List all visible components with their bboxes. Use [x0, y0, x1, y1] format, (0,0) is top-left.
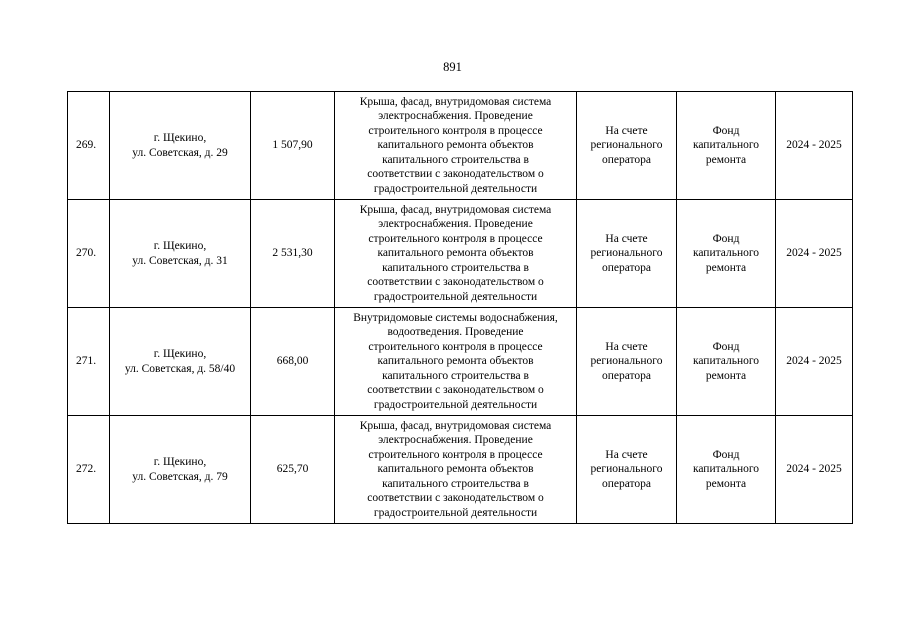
works-line: капитального ремонта объектов	[377, 247, 534, 260]
period-cell: 2024 - 2025	[776, 92, 853, 200]
works-line: электроснабжения. Проведение	[378, 434, 533, 447]
works-line: капитального ремонта объектов	[377, 355, 534, 368]
fund-cell	[677, 200, 776, 308]
registry-table	[67, 91, 853, 524]
period-cell: 2024 - 2025	[776, 200, 853, 308]
works-line: Крыша, фасад, внутридомовая система	[359, 419, 552, 432]
period-cell: 2024 - 2025	[776, 416, 853, 524]
fund-line: капитального	[692, 139, 760, 152]
fund-line: Фонд	[712, 232, 740, 245]
row-number-cell: 270.	[68, 200, 110, 308]
works-line: электроснабжения. Проведение	[378, 218, 533, 231]
works-line: строительного контроля в процессе	[368, 232, 543, 245]
works-cell	[335, 92, 577, 200]
account-line: На счете	[605, 340, 648, 353]
works-line: электроснабжения. Проведение	[378, 110, 533, 123]
works-line: градостроительной деятельности	[373, 290, 538, 303]
works-line: соответствии с законодательством о	[367, 384, 544, 397]
account-line: регионального	[590, 463, 663, 476]
works-line: капитального строительства в	[382, 369, 529, 382]
table-row	[68, 308, 853, 416]
account-line: оператора	[601, 261, 652, 274]
row-number-cell: 272.	[68, 416, 110, 524]
works-line: капитального ремонта объектов	[377, 139, 534, 152]
account-cell	[577, 92, 677, 200]
works-cell	[335, 308, 577, 416]
fund-line: ремонта	[705, 261, 747, 274]
address-cell	[110, 92, 251, 200]
address-cell	[110, 200, 251, 308]
works-line: Крыша, фасад, внутридомовая система	[359, 95, 552, 108]
area-cell: 1 507,90	[251, 92, 335, 200]
period-cell: 2024 - 2025	[776, 308, 853, 416]
row-number-cell: 271.	[68, 308, 110, 416]
address-street: ул. Советская, д. 79	[132, 470, 228, 483]
account-cell	[577, 308, 677, 416]
fund-cell	[677, 416, 776, 524]
account-line: На счете	[605, 124, 648, 137]
fund-line: Фонд	[712, 124, 740, 137]
account-line: оператора	[601, 369, 652, 382]
works-line: соответствии с законодательством о	[367, 276, 544, 289]
works-line: градостроительной деятельности	[373, 506, 538, 519]
works-line: водоотведения. Проведение	[387, 326, 524, 339]
works-cell	[335, 200, 577, 308]
works-line: капитального строительства в	[382, 153, 529, 166]
account-line: регионального	[590, 247, 663, 260]
address-city: г. Щекино,	[153, 132, 207, 144]
works-line: строительного контроля в процессе	[368, 124, 543, 137]
area-cell: 2 531,30	[251, 200, 335, 308]
page-number: 891	[443, 60, 462, 74]
account-line: регионального	[590, 139, 663, 152]
account-line: На счете	[605, 232, 648, 245]
works-line: капитального строительства в	[382, 261, 529, 274]
account-line: оператора	[601, 477, 652, 490]
works-line: строительного контроля в процессе	[368, 448, 543, 461]
works-line: градостроительной деятельности	[373, 182, 538, 195]
account-line: На счете	[605, 448, 648, 461]
address-city: г. Щекино,	[153, 348, 207, 360]
area-cell: 625,70	[251, 416, 335, 524]
works-line: капитального строительства в	[382, 477, 529, 490]
fund-line: ремонта	[705, 477, 747, 490]
works-line: Внутридомовые системы водоснабжения,	[353, 311, 558, 324]
table-row	[68, 416, 853, 524]
address-street: ул. Советская, д. 29	[132, 146, 228, 159]
works-cell	[335, 416, 577, 524]
fund-line: капитального	[692, 355, 760, 368]
address-cell	[110, 416, 251, 524]
row-number-cell: 269.	[68, 92, 110, 200]
address-cell	[110, 308, 251, 416]
fund-line: капитального	[692, 463, 760, 476]
fund-cell	[677, 92, 776, 200]
fund-line: Фонд	[712, 340, 740, 353]
address-street: ул. Советская, д. 58/40	[124, 362, 236, 375]
account-line: регионального	[590, 355, 663, 368]
account-cell	[577, 416, 677, 524]
table-row	[68, 92, 853, 200]
address-street: ул. Советская, д. 31	[132, 254, 228, 267]
works-line: капитального ремонта объектов	[377, 463, 534, 476]
table-body	[68, 92, 853, 524]
fund-cell	[677, 308, 776, 416]
account-line: оператора	[601, 153, 652, 166]
fund-line: Фонд	[712, 448, 740, 461]
works-line: соответствии с законодательством о	[367, 168, 544, 181]
works-line: градостроительной деятельности	[373, 398, 538, 411]
fund-line: ремонта	[705, 153, 747, 166]
fund-line: ремонта	[705, 369, 747, 382]
account-cell	[577, 200, 677, 308]
area-cell: 668,00	[251, 308, 335, 416]
fund-line: капитального	[692, 247, 760, 260]
address-city: г. Щекино,	[153, 240, 207, 252]
works-line: соответствии с законодательством о	[367, 492, 544, 505]
works-line: Крыша, фасад, внутридомовая система	[359, 203, 552, 216]
works-line: строительного контроля в процессе	[368, 340, 543, 353]
table-row	[68, 200, 853, 308]
address-city: г. Щекино,	[153, 456, 207, 468]
